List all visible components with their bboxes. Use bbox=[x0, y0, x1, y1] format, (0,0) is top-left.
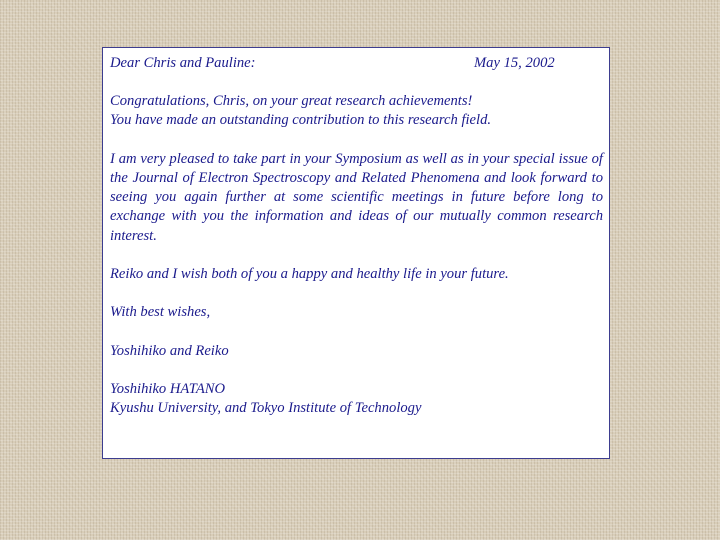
congratulations-paragraph bbox=[110, 92, 603, 131]
symposium-paragraph: I am very pleased to take part in your Symposium as well as in your special issue of the Journal of Electron Spectroscopy and Related Phenomena and look forward to seeing you again further at some scientific meetings in future before long to exchange with you the information and ideas of our mutually common research interest. bbox=[110, 150, 603, 244]
letter-date: May 15, 2002 bbox=[474, 55, 555, 71]
letter-card bbox=[102, 47, 610, 459]
wishes-paragraph: Reiko and I wish both of you a happy and healthy life in your future. bbox=[110, 266, 509, 283]
closing-line: With best wishes, bbox=[110, 304, 211, 321]
author-affiliation: Kyushu University, and Tokyo Institute of Technology bbox=[110, 400, 422, 417]
signoff-line: Yoshihiko and Reiko bbox=[110, 342, 229, 359]
salutation: Dear Chris and Pauline: bbox=[110, 55, 256, 71]
congratulations-line: Congratulations, Chris, on your great research achievements! bbox=[110, 93, 473, 109]
contribution-line: You have made an outstanding contribution to this research field. bbox=[110, 112, 492, 129]
author-name: Yoshihiko HATANO bbox=[110, 380, 226, 397]
author-block bbox=[110, 380, 603, 419]
letter-header bbox=[110, 54, 603, 73]
